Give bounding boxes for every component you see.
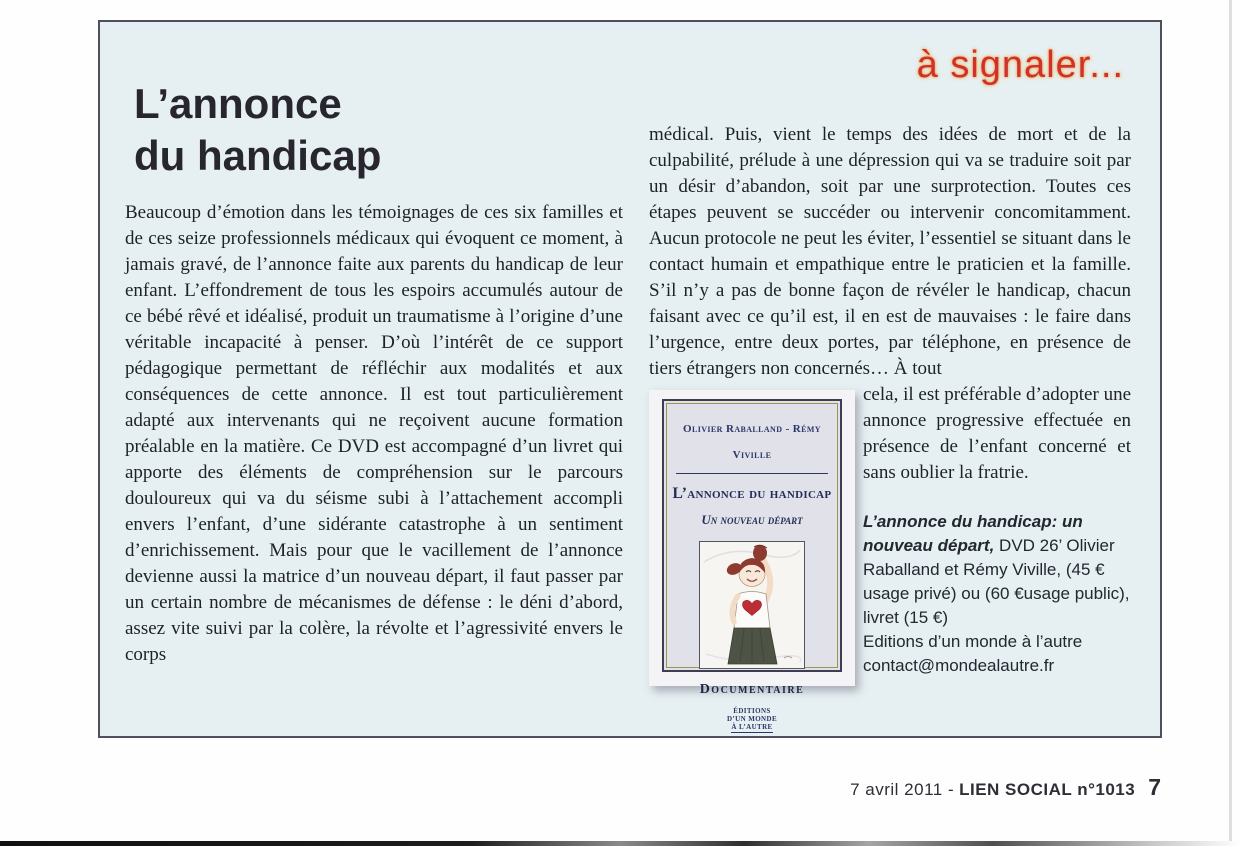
column2-text-wrap: cela, il est préférable d’adopter une annonce progressive effectuée en présence de l’enfant concerné et sans oublier la fratrie. <box>863 384 1131 483</box>
publisher-line-3: À L’AUTRE <box>731 723 773 731</box>
dvd-subtitle: Un nouveau départ <box>701 512 803 527</box>
publisher-line-2: D’UN MONDE <box>726 715 778 723</box>
dvd-cover-photo <box>649 390 855 731</box>
caption-publisher: Editions d’un monde à l’autre <box>863 632 1083 651</box>
publisher-line-1: ÉDITIONS <box>733 707 771 715</box>
dvd-cover-inner-frame <box>666 403 838 731</box>
scan-edge-shadow <box>1229 0 1232 846</box>
page-footer <box>850 774 1161 801</box>
caption-details: DVD 26’ Olivier Raballand et Rémy Viville, (45 € usage privé) ou (60 €usage public), livret (15 €) <box>863 536 1130 627</box>
footer-page-number: 7 <box>1148 774 1161 800</box>
footer-date: 7 avril 2011 - <box>850 780 955 799</box>
article-column-2 <box>649 122 1131 731</box>
article-column-1: Beaucoup d’émotion dans les témoignages de ces six familles et de ces seize professionnels médicaux qui évoquent ce moment, à jamais gravé, de l’annonce faite aux parents du handicap de leur enfant. L’effondrement de tous les espoirs accumulés autour de ce bébé rêvé et idéalisé, produit un traumatisme à l’origine d’une véritable incapacité à penser. D’où l’intérêt de ce support pédagogique permettant de réfléchir aux modalités et aux conséquences de cette annonce. Il est tout particulièrement adapté aux intervenants qui ne reçoivent aucune formation préalable en la matière. Ce DVD est accompagné d’un livret qui apporte des éléments de compréhension sur le parcours douloureux qui va du séisme subi à l’attachement accompli envers l’enfant, d’une sidérante catastrophe à un sentiment d’enrichissement. Mais pour que le vacillement de l’annonce devienne aussi la matrice d’un nouveau départ, il faut passer par un certain nombre de mécanismes de défense : le déni d’abord, assez vite suivi par la colère, la révolte et l’agressivité envers le corps <box>125 202 623 665</box>
child-illustration-svg <box>700 542 804 668</box>
article-title <box>134 78 381 182</box>
article-title-line1: L’annonce <box>134 80 342 127</box>
child-illustration <box>699 541 805 669</box>
dvd-title: L’annonce du handicap <box>672 485 832 502</box>
article-title-line2: du handicap <box>134 132 382 179</box>
dvd-genre: Documentaire <box>699 682 805 697</box>
section-label: à signaler... <box>916 44 1124 86</box>
caption-email: contact@mondealautre.fr <box>863 656 1055 675</box>
caption-title: L’annonce du handicap: un nouveau départ, <box>863 512 1083 555</box>
dvd-authors: Olivier Raballand - Rémy Viville <box>676 416 828 474</box>
dvd-cover <box>662 399 842 731</box>
footer-journal-issue: LIEN SOCIAL n°1013 <box>959 780 1136 799</box>
article-panel <box>98 20 1162 738</box>
scan-bottom-bar <box>0 841 1241 846</box>
publisher-logo <box>667 707 837 733</box>
column2-text-top: médical. Puis, vient le temps des idées de mort et de la culpabilité, prélude à une dépression qui va se traduire soit par un désir d’abandon, soit par une surprotection. Toutes ces étapes peuvent se succéder ou intervenir concomitamment. Aucun protocole ne peut les éviter, l’essentiel se situant dans le contact humain et empathique entre le praticien et la famille. S’il n’y a pas de bonne façon de révéler le handicap, chacun faisant avec ce qu’il est, il en est de mauvaises : le faire dans l’urgence, entre deux portes, par téléphone, en présence de tiers étrangers non concernés… À tout <box>649 124 1131 379</box>
